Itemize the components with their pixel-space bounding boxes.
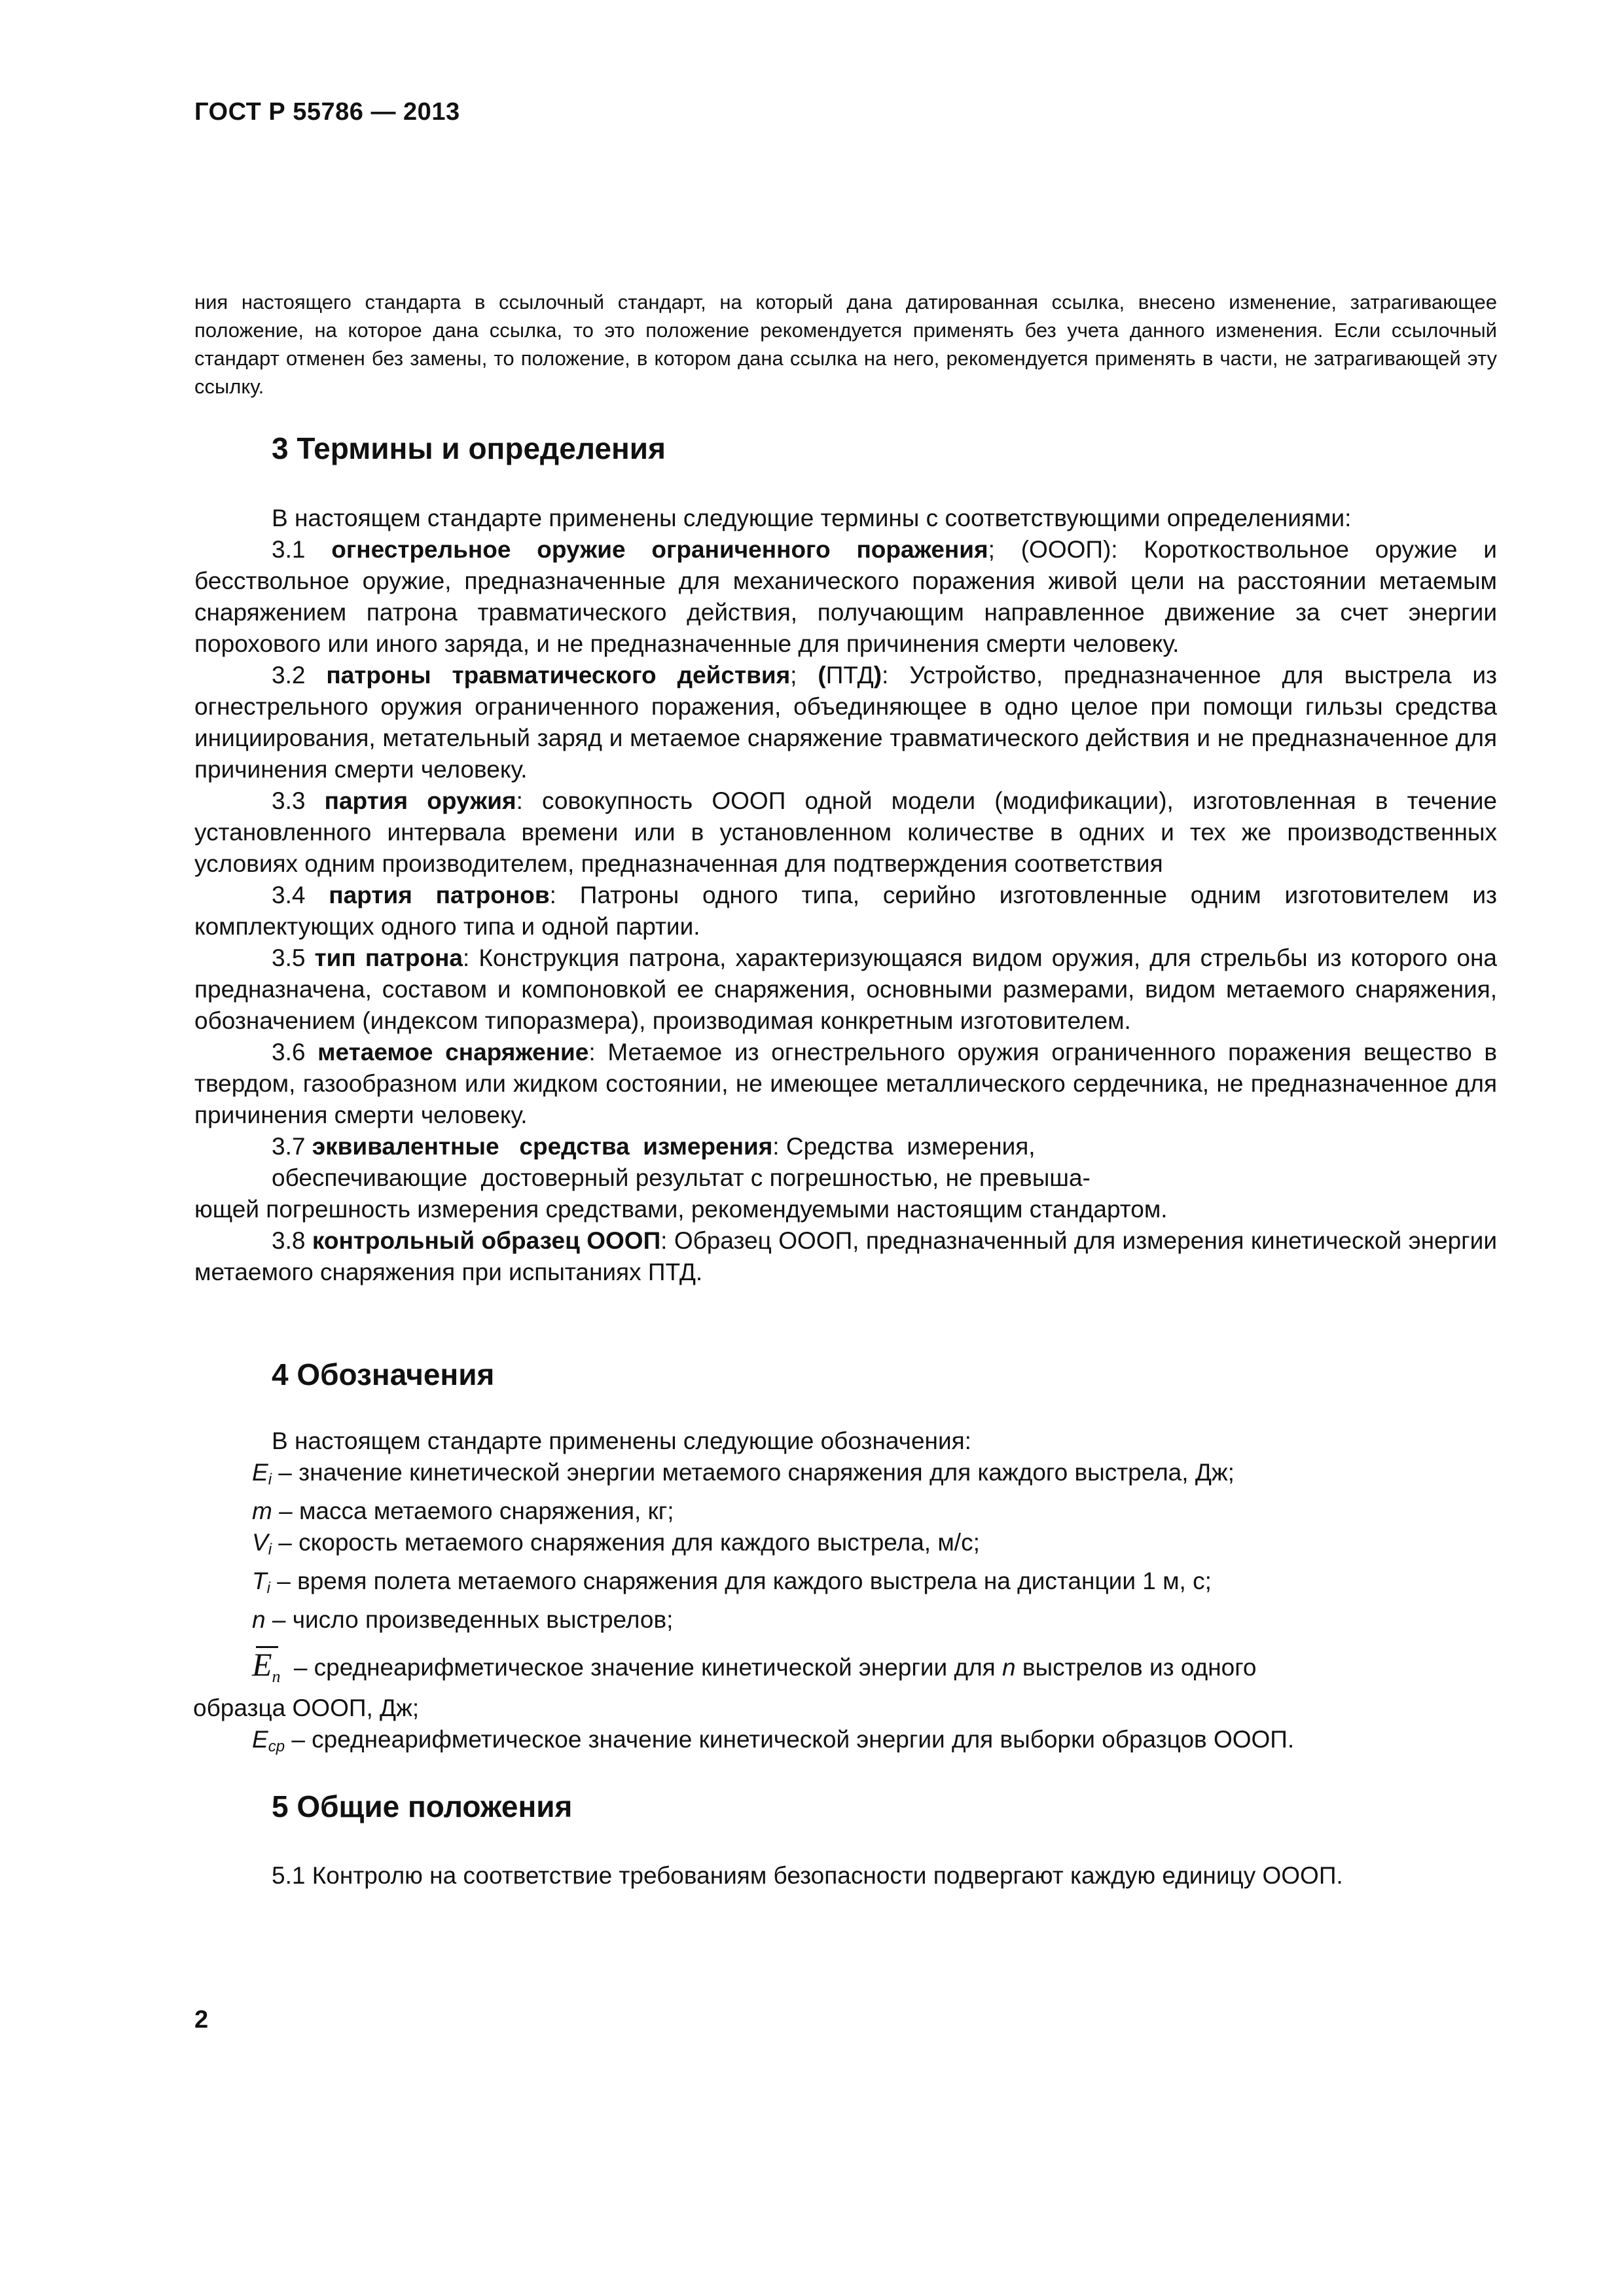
section-3-title: 3 Термины и определения xyxy=(272,431,666,465)
section-terms xyxy=(194,429,1497,1288)
clause-5-1: 5.1 Контролю на соответствие требованиям безопасности подвергают каждую единицу ОООП. xyxy=(272,1862,1343,1889)
symbol-En-mean-line-2: образца ОООП, Дж; xyxy=(193,1695,420,1721)
term-name: патроны травматического действия xyxy=(326,662,791,689)
symbol-Ti: $T_i$ – время полета метаемого снаряжения для каждого выстрела на дистанции 1 м, с; xyxy=(252,1568,1212,1597)
term-3-4: 3.4 партия патронов: Патроны одного типа, серийно изготовленные одним изготовителем из комплектующих одного типа и одной партии. xyxy=(194,882,1498,940)
section-symbols xyxy=(194,1355,1497,1763)
term-3-1: 3.1 огнестрельное оружие ограниченного поражения; (ОООП): Короткоствольное оружие и бесствольное оружие, предназначенные для механического поражения живой цели на расстоянии метаемым снаряжением патрона травматического действия, получающим направленное движение за счет энергии порохового или иного заряда, и не предназначенные для причинения смерти человеку. xyxy=(194,536,1497,657)
page-number: 2 xyxy=(194,2006,209,2034)
symbol-Ecp: $E_{ср}$ – среднеарифметическое значение кинетической энергии для выборки образцов ОООП. xyxy=(252,1726,1295,1755)
term-name: партия патронов xyxy=(329,882,550,908)
term-3-8: 3.8 контрольный образец ОООП: Образец ОООП, предназначенный для измерения кинетической энергии метаемого снаряжения при испытаниях ПТД. xyxy=(194,1227,1497,1285)
term-name: огнестрельное оружие ограниченного поражения xyxy=(331,536,988,563)
term-3-7-line-2: обеспечивающие достоверный результат с погрешностью, не превыша- xyxy=(272,1164,1091,1191)
section-general xyxy=(194,1787,1497,1892)
section-5-title: 5 Общие положения xyxy=(272,1789,573,1823)
term-name: партия оружия xyxy=(324,787,516,814)
symbol-m: m – масса метаемого снаряжения, кг; xyxy=(252,1498,674,1524)
term-3-3: 3.3 партия оружия: совокупность ОООП одной модели (модификации), изготовленная в течение установленного интервала времени или в установленном количестве в одних и тех же производственных условиях одним производителем, предназначенная для подтверждения соответствия xyxy=(194,787,1498,877)
symbol-En-mean: $E_n$ – среднеарифметическое значение кинетической энергии для n выстрелов из одного xyxy=(194,1645,1497,1693)
section-4-intro: В настоящем стандарте применены следующие обозначения: xyxy=(272,1427,971,1454)
term-3-5: 3.5 тип патрона: Конструкция патрона, характеризующаяся видом оружия, для стрельбы из которого она предназначена, составом и компоновкой ее снаряжения, основными размерами, видом метаемого снаряжения, обозначением (индексом типоразмера), производимая конкретным изготовителем. xyxy=(194,944,1497,1034)
term-3-7-line-3: ющей погрешность измерения средствами, рекомендуемыми настоящим стандартом. xyxy=(194,1196,1168,1223)
document-header: ГОСТ Р 55786 — 2013 xyxy=(194,98,460,126)
symbol-Vi: $V_i$ – скорость метаемого снаряжения для каждого выстрела, м/с; xyxy=(252,1529,980,1558)
symbol-n: n – число произведенных выстрелов; xyxy=(252,1606,674,1633)
section-4-title: 4 Обозначения xyxy=(272,1357,495,1391)
continuation-paragraph: ния настоящего стандарта в ссылочный стандарт, на который дана датированная ссылка, внесено изменение, затрагивающее положение, на которое дана ссылка, то это положение рекомендуется применять без учета данного изменения. Если ссылочный стандарт отменен без замены, то положение, в котором дана ссылка на него, рекомендуется применять в части, не затрагивающей эту ссылку. xyxy=(194,291,1497,398)
term-3-7: 3.7 эквивалентные средства измерения: Средства измерения, xyxy=(272,1133,1036,1160)
e-bar-symbol: $E_n$ xyxy=(252,1646,281,1686)
section-3-intro: В настоящем стандарте применены следующие термины с соответствующими определениями: xyxy=(272,505,1352,531)
term-3-6: 3.6 метаемое снаряжение: Метаемое из огнестрельного оружия ограниченного поражения вещество в твердом, газообразном или жидком состоянии, не имеющее металлического сердечника, не предназначенное для причинения смерти человеку. xyxy=(194,1039,1498,1128)
symbol-Ei: $E_i$ – значение кинетической энергии метаемого снаряжения для каждого выстрела, Дж; xyxy=(252,1459,1235,1488)
term-name: тип патрона xyxy=(314,944,463,971)
term-3-2: 3.2 патроны травматического действия; (ПТД): Устройство, предназначенное для выстрела из огнестрельного оружия ограниченного поражения, объединяющее в одно целое при помощи гильзы средства инициирования, метательный заряд и метаемое снаряжение травматического действия и не предназначенное для причинения смерти человеку. xyxy=(194,662,1498,783)
term-name: контрольный образец ОООП xyxy=(312,1227,661,1254)
term-name: эквивалентные средства измерения xyxy=(312,1133,773,1160)
term-name: метаемое снаряжение xyxy=(317,1039,589,1066)
